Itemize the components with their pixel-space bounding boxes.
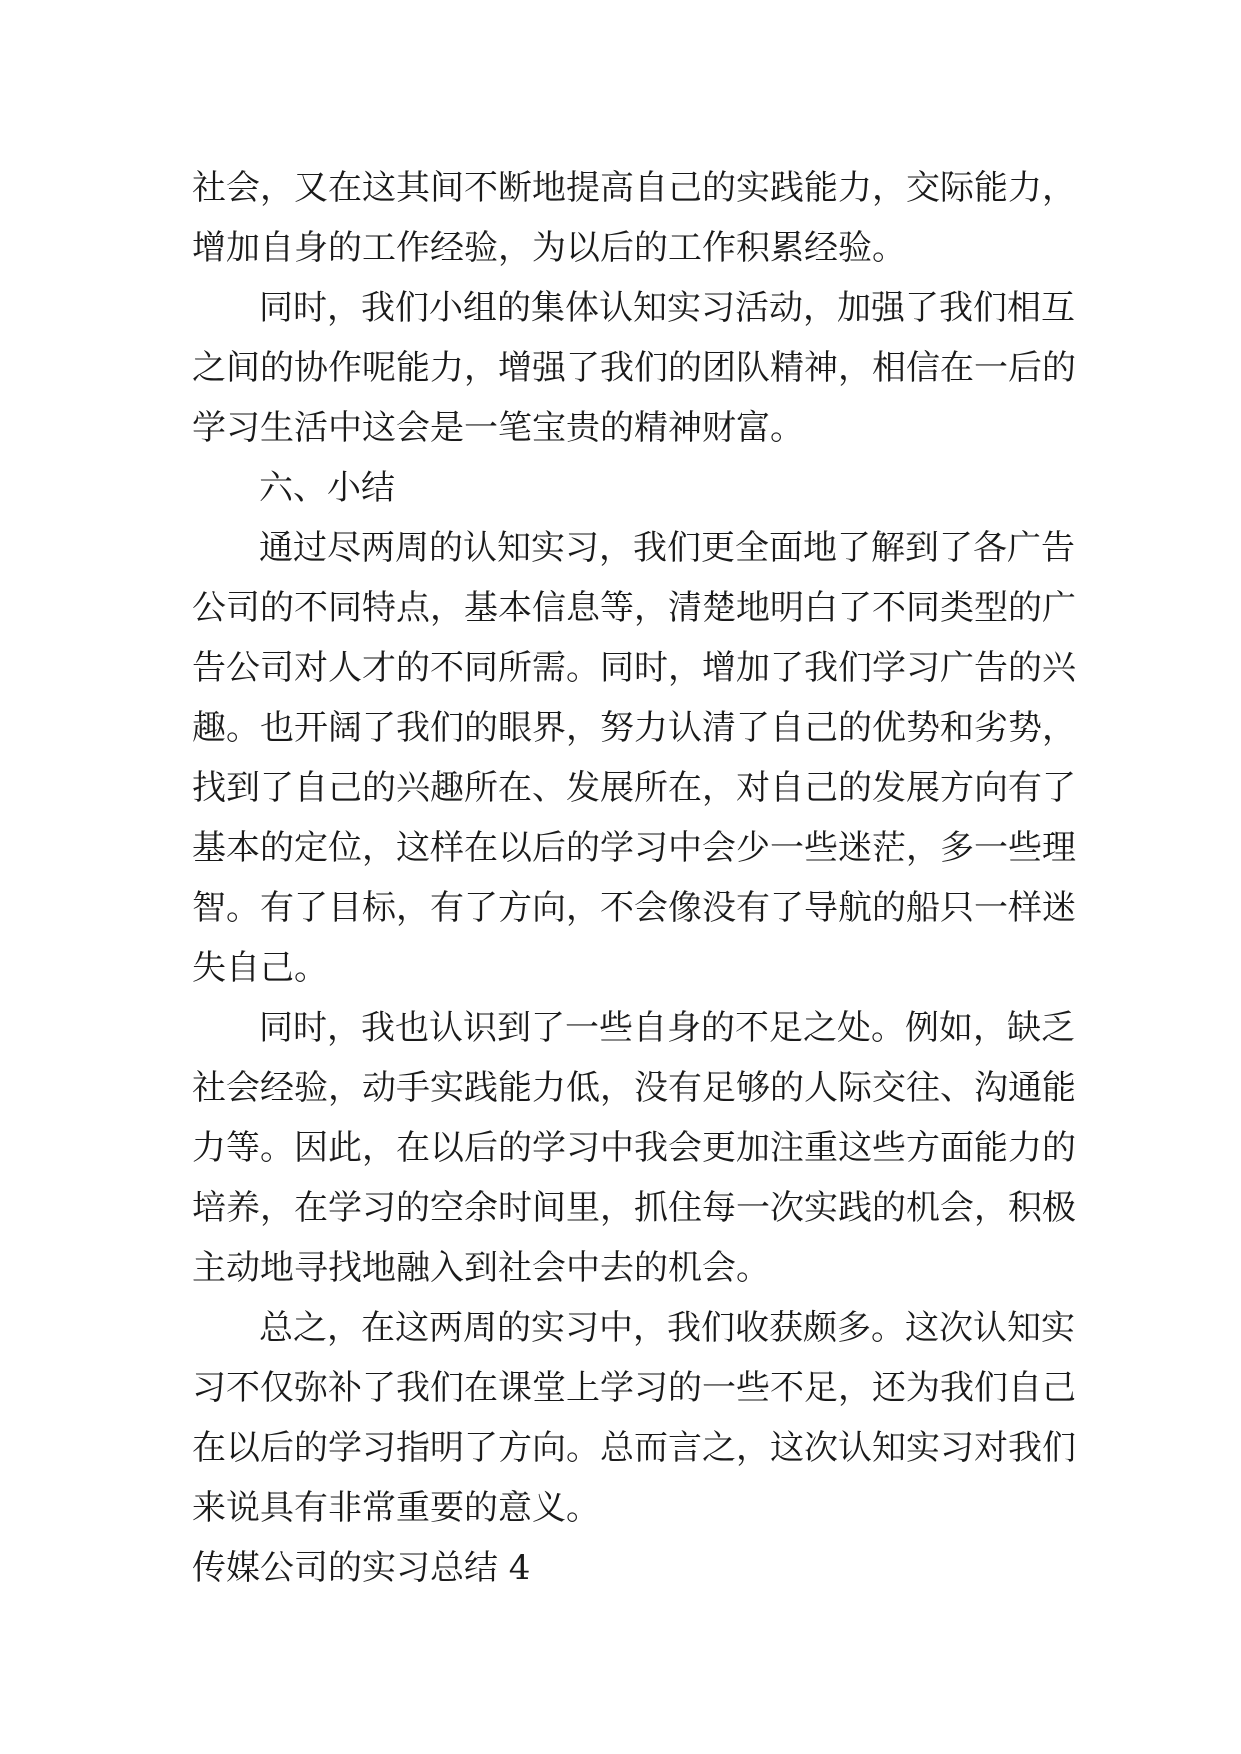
- text-line: 学习生活中这会是一笔宝贵的精神财富。: [192, 408, 804, 448]
- text-line: 趣。也开阔了我们的眼界，努力认清了自己的优势和劣势，: [192, 708, 1076, 748]
- text-line: 习不仅弥补了我们在课堂上学习的一些不足，还为我们自己: [192, 1368, 1076, 1408]
- section-heading: 六、小结: [259, 468, 395, 508]
- text-line: 公司的不同特点，基本信息等，清楚地明白了不同类型的广: [192, 588, 1076, 628]
- paragraph-start-line: 通过尽两周的认知实习，我们更全面地了解到了各广告: [259, 528, 1075, 568]
- paragraph-start-line: 总之，在这两周的实习中，我们收获颇多。这次认知实: [259, 1308, 1075, 1348]
- text-line: 来说具有非常重要的意义。: [192, 1488, 600, 1528]
- text-line: 告公司对人才的不同所需。同时，增加了我们学习广告的兴: [192, 648, 1076, 688]
- text-line: 之间的协作呢能力，增强了我们的团队精神，相信在一后的: [192, 348, 1076, 388]
- text-line: 找到了自己的兴趣所在、发展所在，对自己的发展方向有了: [192, 768, 1076, 808]
- text-line: 基本的定位，这样在以后的学习中会少一些迷茫，多一些理: [192, 828, 1076, 868]
- text-line: 失自己。: [192, 948, 328, 988]
- text-line: 智。有了目标，有了方向，不会像没有了导航的船只一样迷: [192, 888, 1076, 928]
- text-line: 主动地寻找地融入到社会中去的机会。: [192, 1248, 770, 1288]
- text-line: 社会经验，动手实践能力低，没有足够的人际交往、沟通能: [192, 1068, 1076, 1108]
- text-line: 力等。因此，在以后的学习中我会更加注重这些方面能力的: [192, 1128, 1076, 1168]
- paragraph-start-line: 同时，我们小组的集体认知实习活动，加强了我们相互: [259, 288, 1075, 328]
- text-line: 增加自身的工作经验，为以后的工作积累经验。: [192, 228, 906, 268]
- text-line: 培养，在学习的空余时间里，抓住每一次实践的机会，积极: [192, 1188, 1076, 1228]
- text-line: 社会，又在这其间不断地提高自己的实践能力，交际能力，: [192, 168, 1076, 208]
- text-line: 在以后的学习指明了方向。总而言之，这次认知实习对我们: [192, 1428, 1076, 1468]
- document-title: 传媒公司的实习总结 4: [192, 1548, 531, 1588]
- paragraph-start-line: 同时，我也认识到了一些自身的不足之处。例如，缺乏: [259, 1008, 1075, 1048]
